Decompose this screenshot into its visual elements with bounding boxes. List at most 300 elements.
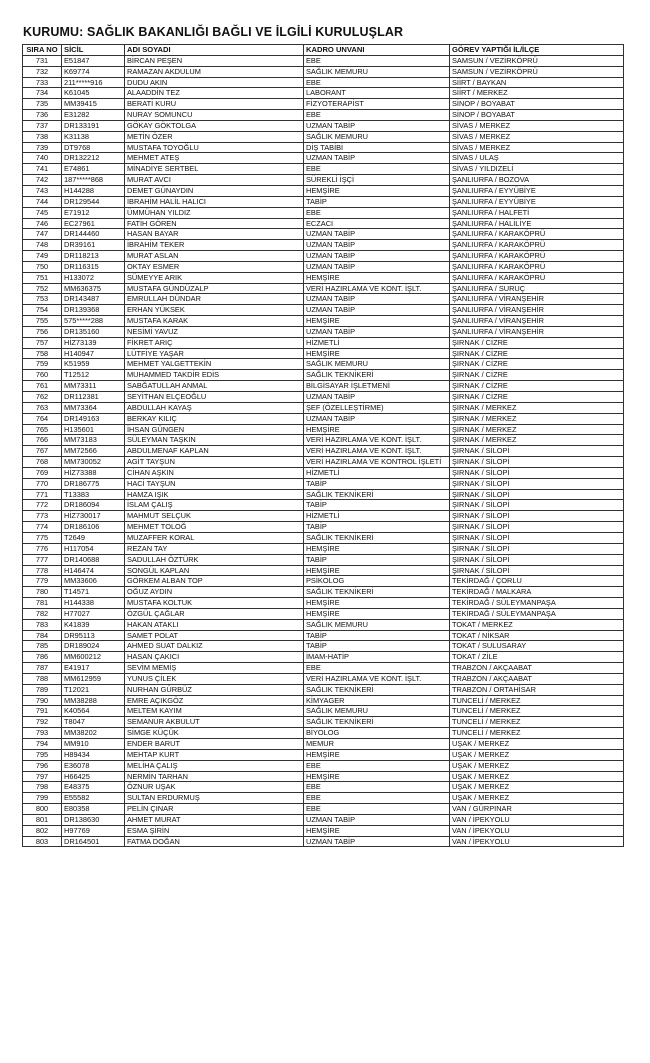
sicil-cell: DR164501 bbox=[62, 836, 125, 847]
sira-no-cell: 795 bbox=[23, 749, 62, 760]
sira-no-cell: 738 bbox=[23, 131, 62, 142]
gorev-yeri-cell: ŞIRNAK / CİZRE bbox=[450, 359, 624, 370]
personnel-table bbox=[22, 44, 624, 847]
kadro-unvani-cell: SAĞLIK MEMURU bbox=[304, 131, 450, 142]
gorev-yeri-cell: ŞANLIURFA / SURUÇ bbox=[450, 283, 624, 294]
sicil-cell: DR149163 bbox=[62, 413, 125, 424]
sira-no-cell: 777 bbox=[23, 554, 62, 565]
gorev-yeri-cell: ŞIRNAK / MERKEZ bbox=[450, 413, 624, 424]
adi-soyadi-cell: HACİ TAYŞUN bbox=[125, 478, 304, 489]
table-row bbox=[23, 175, 624, 186]
sira-no-cell: 786 bbox=[23, 652, 62, 663]
gorev-yeri-cell: UŞAK / MERKEZ bbox=[450, 771, 624, 782]
kadro-unvani-cell: BİYOLOG bbox=[304, 728, 450, 739]
gorev-yeri-cell: SİVAS / MERKEZ bbox=[450, 142, 624, 153]
gorev-yeri-cell: ŞIRNAK / CİZRE bbox=[450, 337, 624, 348]
sicil-cell: DR135160 bbox=[62, 326, 125, 337]
kadro-unvani-cell: HEMŞİRE bbox=[304, 424, 450, 435]
table-header-row bbox=[23, 45, 624, 56]
kadro-unvani-cell: VERİ HAZIRLAMA VE KONTROL İŞLETİ bbox=[304, 457, 450, 468]
adi-soyadi-cell: MURAT ASLAN bbox=[125, 251, 304, 262]
gorev-yeri-cell: TEKİRDAĞ / SÜLEYMANPAŞA bbox=[450, 608, 624, 619]
adi-soyadi-cell: GÖRKEM ALBAN TOP bbox=[125, 576, 304, 587]
kadro-unvani-cell: HEMŞİRE bbox=[304, 749, 450, 760]
table-row bbox=[23, 283, 624, 294]
gorev-yeri-cell: ŞIRNAK / SİLOPİ bbox=[450, 457, 624, 468]
sira-no-cell: 776 bbox=[23, 543, 62, 554]
kadro-unvani-cell: VERİ HAZIRLAMA VE KONT. İŞLT. bbox=[304, 435, 450, 446]
adi-soyadi-cell: SEYİTHAN ELÇEOĞLU bbox=[125, 392, 304, 403]
table-row bbox=[23, 55, 624, 66]
adi-soyadi-cell: ÖZGÜL ÇAĞLAR bbox=[125, 608, 304, 619]
sira-no-cell: 734 bbox=[23, 88, 62, 99]
sira-no-cell: 799 bbox=[23, 793, 62, 804]
gorev-yeri-cell: ŞANLIURFA / VİRANŞEHİR bbox=[450, 326, 624, 337]
kadro-unvani-cell: TABİP bbox=[304, 641, 450, 652]
adi-soyadi-cell: SİMGE KÜÇÜK bbox=[125, 728, 304, 739]
sicil-cell: MM73311 bbox=[62, 381, 125, 392]
sicil-cell: T2649 bbox=[62, 532, 125, 543]
gorev-yeri-cell: ŞANLIURFA / KARAKÖPRÜ bbox=[450, 261, 624, 272]
sicil-cell: DR95113 bbox=[62, 630, 125, 641]
adi-soyadi-cell: AHMED SUAT DALKIZ bbox=[125, 641, 304, 652]
sicil-cell: DR39161 bbox=[62, 240, 125, 251]
table-row bbox=[23, 457, 624, 468]
sicil-cell: 187*****868 bbox=[62, 175, 125, 186]
table-row bbox=[23, 739, 624, 750]
adi-soyadi-cell: İHSAN GÜNGEN bbox=[125, 424, 304, 435]
sicil-cell: K69774 bbox=[62, 66, 125, 77]
kadro-unvani-cell: UZMAN TABİP bbox=[304, 229, 450, 240]
sira-no-cell: 794 bbox=[23, 739, 62, 750]
adi-soyadi-cell: BERATİ KURU bbox=[125, 99, 304, 110]
table-row bbox=[23, 110, 624, 121]
gorev-yeri-cell: SAMSUN / VEZİRKÖPRÜ bbox=[450, 66, 624, 77]
table-row bbox=[23, 99, 624, 110]
sira-no-cell: 754 bbox=[23, 305, 62, 316]
table-row bbox=[23, 608, 624, 619]
table-row bbox=[23, 348, 624, 359]
sira-no-cell: 779 bbox=[23, 576, 62, 587]
adi-soyadi-cell: MELTEM KAYIM bbox=[125, 706, 304, 717]
kadro-unvani-cell: HEMŞİRE bbox=[304, 608, 450, 619]
kadro-unvani-cell: TABİP bbox=[304, 196, 450, 207]
table-row bbox=[23, 793, 624, 804]
sira-no-cell: 791 bbox=[23, 706, 62, 717]
adi-soyadi-cell: EMRE AÇIKGÖZ bbox=[125, 695, 304, 706]
sicil-cell: MM612959 bbox=[62, 673, 125, 684]
kadro-unvani-cell: TABİP bbox=[304, 478, 450, 489]
gorev-yeri-cell: TUNCELİ / MERKEZ bbox=[450, 728, 624, 739]
sira-no-cell: 790 bbox=[23, 695, 62, 706]
table-row bbox=[23, 478, 624, 489]
gorev-yeri-cell: ŞIRNAK / MERKEZ bbox=[450, 424, 624, 435]
table-row bbox=[23, 77, 624, 88]
gorev-yeri-cell: TOKAT / NİKSAR bbox=[450, 630, 624, 641]
gorev-yeri-cell: VAN / İPEKYOLU bbox=[450, 814, 624, 825]
sira-no-cell: 801 bbox=[23, 814, 62, 825]
sira-no-cell: 735 bbox=[23, 99, 62, 110]
sira-no-cell: 733 bbox=[23, 77, 62, 88]
table-row bbox=[23, 760, 624, 771]
sira-no-cell: 789 bbox=[23, 684, 62, 695]
gorev-yeri-cell: ŞIRNAK / SİLOPİ bbox=[450, 446, 624, 457]
adi-soyadi-cell: METİN ÖZER bbox=[125, 131, 304, 142]
table-row bbox=[23, 185, 624, 196]
table-row bbox=[23, 619, 624, 630]
gorev-yeri-cell: TRABZON / AKÇAABAT bbox=[450, 663, 624, 674]
kadro-unvani-cell: UZMAN TABİP bbox=[304, 261, 450, 272]
gorev-yeri-cell: ŞANLIURFA / KARAKÖPRÜ bbox=[450, 251, 624, 262]
adi-soyadi-cell: ÜMMÜHAN YILDIZ bbox=[125, 207, 304, 218]
sicil-cell: DR189024 bbox=[62, 641, 125, 652]
sicil-cell: H97769 bbox=[62, 825, 125, 836]
gorev-yeri-cell: TUNCELİ / MERKEZ bbox=[450, 706, 624, 717]
adi-soyadi-cell: MUSTAFA TOYOĞLU bbox=[125, 142, 304, 153]
sira-no-cell: 755 bbox=[23, 316, 62, 327]
sira-no-cell: 758 bbox=[23, 348, 62, 359]
sira-no-cell: 796 bbox=[23, 760, 62, 771]
table-row bbox=[23, 305, 624, 316]
column-header-sira-no: SIRA NO bbox=[23, 45, 62, 56]
sira-no-cell: 797 bbox=[23, 771, 62, 782]
adi-soyadi-cell: ÖZNUR UŞAK bbox=[125, 782, 304, 793]
adi-soyadi-cell: SEVİM MEMİŞ bbox=[125, 663, 304, 674]
gorev-yeri-cell: TUNCELİ / MERKEZ bbox=[450, 695, 624, 706]
kadro-unvani-cell: HİZMETLİ bbox=[304, 511, 450, 522]
sira-no-cell: 732 bbox=[23, 66, 62, 77]
column-header-sicil: SİCİL bbox=[62, 45, 125, 56]
sicil-cell: H146474 bbox=[62, 565, 125, 576]
sira-no-cell: 741 bbox=[23, 164, 62, 175]
table-row bbox=[23, 489, 624, 500]
document-title: KURUMU: SAĞLIK BAKANLIĞI BAĞLI VE İLGİLİ KURULUŞLAR bbox=[23, 25, 404, 39]
gorev-yeri-cell: TEKİRDAĞ / ÇORLU bbox=[450, 576, 624, 587]
kadro-unvani-cell: MEMUR bbox=[304, 739, 450, 750]
table-row bbox=[23, 120, 624, 131]
sicil-cell: H66425 bbox=[62, 771, 125, 782]
sira-no-cell: 739 bbox=[23, 142, 62, 153]
sira-no-cell: 793 bbox=[23, 728, 62, 739]
kadro-unvani-cell: SAĞLIK TEKNİKERİ bbox=[304, 532, 450, 543]
sira-no-cell: 762 bbox=[23, 392, 62, 403]
table-row bbox=[23, 587, 624, 598]
kadro-unvani-cell: TABİP bbox=[304, 522, 450, 533]
sicil-cell: H144338 bbox=[62, 598, 125, 609]
sira-no-cell: 744 bbox=[23, 196, 62, 207]
sira-no-cell: 756 bbox=[23, 326, 62, 337]
adi-soyadi-cell: AHMET MURAT bbox=[125, 814, 304, 825]
table-row bbox=[23, 196, 624, 207]
sicil-cell: MM600212 bbox=[62, 652, 125, 663]
sira-no-cell: 775 bbox=[23, 532, 62, 543]
sicil-cell: E48375 bbox=[62, 782, 125, 793]
gorev-yeri-cell: UŞAK / MERKEZ bbox=[450, 760, 624, 771]
kadro-unvani-cell: FİZYOTERAPİST bbox=[304, 99, 450, 110]
adi-soyadi-cell: EMRULLAH DÜNDAR bbox=[125, 294, 304, 305]
sira-no-cell: 759 bbox=[23, 359, 62, 370]
sira-no-cell: 752 bbox=[23, 283, 62, 294]
sicil-cell: H140947 bbox=[62, 348, 125, 359]
table-row bbox=[23, 359, 624, 370]
kadro-unvani-cell: TABİP bbox=[304, 554, 450, 565]
sicil-cell: T14571 bbox=[62, 587, 125, 598]
sira-no-cell: 780 bbox=[23, 587, 62, 598]
adi-soyadi-cell: SABĞATULLAH ANMAL bbox=[125, 381, 304, 392]
table-row bbox=[23, 804, 624, 815]
gorev-yeri-cell: TOKAT / MERKEZ bbox=[450, 619, 624, 630]
gorev-yeri-cell: ŞANLIURFA / VİRANŞEHİR bbox=[450, 316, 624, 327]
adi-soyadi-cell: SEMANUR AKBULUT bbox=[125, 717, 304, 728]
sicil-cell: DR112381 bbox=[62, 392, 125, 403]
sicil-cell: DR139368 bbox=[62, 305, 125, 316]
sicil-cell: DR132212 bbox=[62, 153, 125, 164]
table-row bbox=[23, 663, 624, 674]
kadro-unvani-cell: UZMAN TABİP bbox=[304, 240, 450, 251]
adi-soyadi-cell: MUSTAFA KOLTUK bbox=[125, 598, 304, 609]
table-row bbox=[23, 749, 624, 760]
sira-no-cell: 751 bbox=[23, 272, 62, 283]
sira-no-cell: 747 bbox=[23, 229, 62, 240]
adi-soyadi-cell: HAMZA IŞIK bbox=[125, 489, 304, 500]
sira-no-cell: 802 bbox=[23, 825, 62, 836]
table-row bbox=[23, 717, 624, 728]
sicil-cell: E55582 bbox=[62, 793, 125, 804]
sira-no-cell: 736 bbox=[23, 110, 62, 121]
sira-no-cell: 772 bbox=[23, 500, 62, 511]
table-row bbox=[23, 652, 624, 663]
adi-soyadi-cell: BİRCAN PEŞEN bbox=[125, 55, 304, 66]
adi-soyadi-cell: İBRAHİM TEKER bbox=[125, 240, 304, 251]
sira-no-cell: 782 bbox=[23, 608, 62, 619]
sicil-cell: DR140688 bbox=[62, 554, 125, 565]
sicil-cell: MM73364 bbox=[62, 402, 125, 413]
adi-soyadi-cell: MEHMET ATEŞ bbox=[125, 153, 304, 164]
table-row bbox=[23, 446, 624, 457]
sira-no-cell: 763 bbox=[23, 402, 62, 413]
sicil-cell: 211*****916 bbox=[62, 77, 125, 88]
gorev-yeri-cell: UŞAK / MERKEZ bbox=[450, 782, 624, 793]
sira-no-cell: 770 bbox=[23, 478, 62, 489]
adi-soyadi-cell: SONGÜL KAPLAN bbox=[125, 565, 304, 576]
adi-soyadi-cell: MAHMUT SELÇUK bbox=[125, 511, 304, 522]
adi-soyadi-cell: HASAN ÇAKICI bbox=[125, 652, 304, 663]
sira-no-cell: 767 bbox=[23, 446, 62, 457]
adi-soyadi-cell: FATİH GÖREN bbox=[125, 218, 304, 229]
kadro-unvani-cell: ŞEF (ÖZELLEŞTİRME) bbox=[304, 402, 450, 413]
adi-soyadi-cell: NURHAN GÜRBÜZ bbox=[125, 684, 304, 695]
kadro-unvani-cell: EBE bbox=[304, 793, 450, 804]
adi-soyadi-cell: PELİN ÇINAR bbox=[125, 804, 304, 815]
table-row bbox=[23, 598, 624, 609]
table-row bbox=[23, 576, 624, 587]
gorev-yeri-cell: UŞAK / MERKEZ bbox=[450, 749, 624, 760]
kadro-unvani-cell: UZMAN TABİP bbox=[304, 326, 450, 337]
kadro-unvani-cell: EBE bbox=[304, 760, 450, 771]
column-header-kadro-unvani: KADRO UNVANI bbox=[304, 45, 450, 56]
kadro-unvani-cell: HEMŞİRE bbox=[304, 185, 450, 196]
table-row bbox=[23, 337, 624, 348]
sira-no-cell: 781 bbox=[23, 598, 62, 609]
sicil-cell: MM33606 bbox=[62, 576, 125, 587]
kadro-unvani-cell: HİZMETLİ bbox=[304, 467, 450, 478]
gorev-yeri-cell: ŞANLIURFA / VİRANŞEHİR bbox=[450, 305, 624, 316]
table-row bbox=[23, 825, 624, 836]
adi-soyadi-cell: NERMİN TARHAN bbox=[125, 771, 304, 782]
gorev-yeri-cell: ŞIRNAK / SİLOPİ bbox=[450, 500, 624, 511]
adi-soyadi-cell: ESMA ŞİRİN bbox=[125, 825, 304, 836]
column-header-gorev-yeri: GÖREV YAPTIĞI İL/İLÇE bbox=[450, 45, 624, 56]
sicil-cell: E80358 bbox=[62, 804, 125, 815]
kadro-unvani-cell: HEMŞİRE bbox=[304, 543, 450, 554]
sira-no-cell: 737 bbox=[23, 120, 62, 131]
adi-soyadi-cell: NURAY SOMUNCU bbox=[125, 110, 304, 121]
kadro-unvani-cell: KİMYAGER bbox=[304, 695, 450, 706]
adi-soyadi-cell: HAKAN ATAKLI bbox=[125, 619, 304, 630]
kadro-unvani-cell: HEMŞİRE bbox=[304, 598, 450, 609]
kadro-unvani-cell: HEMŞİRE bbox=[304, 565, 450, 576]
adi-soyadi-cell: HASAN BAYAR bbox=[125, 229, 304, 240]
gorev-yeri-cell: ŞANLIURFA / EYYÜBİYE bbox=[450, 185, 624, 196]
sicil-cell: H144288 bbox=[62, 185, 125, 196]
gorev-yeri-cell: UŞAK / MERKEZ bbox=[450, 793, 624, 804]
sira-no-cell: 740 bbox=[23, 153, 62, 164]
gorev-yeri-cell: ŞIRNAK / SİLOPİ bbox=[450, 489, 624, 500]
adi-soyadi-cell: SAMET POLAT bbox=[125, 630, 304, 641]
gorev-yeri-cell: ŞANLIURFA / KARAKÖPRÜ bbox=[450, 272, 624, 283]
gorev-yeri-cell: ŞIRNAK / SİLOPİ bbox=[450, 565, 624, 576]
gorev-yeri-cell: VAN / İPEKYOLU bbox=[450, 836, 624, 847]
gorev-yeri-cell: SİNOP / BOYABAT bbox=[450, 99, 624, 110]
gorev-yeri-cell: ŞIRNAK / SİLOPİ bbox=[450, 543, 624, 554]
adi-soyadi-cell: DEMET GÜNAYDIN bbox=[125, 185, 304, 196]
gorev-yeri-cell: ŞIRNAK / CİZRE bbox=[450, 370, 624, 381]
adi-soyadi-cell: SÜMEYYE ARIK bbox=[125, 272, 304, 283]
sicil-cell: MM38202 bbox=[62, 728, 125, 739]
sira-no-cell: 750 bbox=[23, 261, 62, 272]
table-row bbox=[23, 261, 624, 272]
sicil-cell: E71912 bbox=[62, 207, 125, 218]
sicil-cell: DR138630 bbox=[62, 814, 125, 825]
gorev-yeri-cell: ŞIRNAK / SİLOPİ bbox=[450, 554, 624, 565]
kadro-unvani-cell: SAĞLIK TEKNİKERİ bbox=[304, 587, 450, 598]
sira-no-cell: 783 bbox=[23, 619, 62, 630]
table-row bbox=[23, 782, 624, 793]
sicil-cell: E31282 bbox=[62, 110, 125, 121]
sira-no-cell: 760 bbox=[23, 370, 62, 381]
gorev-yeri-cell: TRABZON / AKÇAABAT bbox=[450, 673, 624, 684]
kadro-unvani-cell: VERİ HAZIRLAMA VE KONT. İŞLT. bbox=[304, 446, 450, 457]
kadro-unvani-cell: HEMŞİRE bbox=[304, 825, 450, 836]
sicil-cell: K51959 bbox=[62, 359, 125, 370]
kadro-unvani-cell: EBE bbox=[304, 55, 450, 66]
sicil-cell: K41839 bbox=[62, 619, 125, 630]
sira-no-cell: 792 bbox=[23, 717, 62, 728]
gorev-yeri-cell: TRABZON / ORTAHİSAR bbox=[450, 684, 624, 695]
adi-soyadi-cell: NESİMİ YAVUZ bbox=[125, 326, 304, 337]
table-row bbox=[23, 413, 624, 424]
sicil-cell: E74861 bbox=[62, 164, 125, 175]
sira-no-cell: 788 bbox=[23, 673, 62, 684]
gorev-yeri-cell: ŞANLIURFA / HALİLİYE bbox=[450, 218, 624, 229]
sicil-cell: K40564 bbox=[62, 706, 125, 717]
gorev-yeri-cell: ŞIRNAK / CİZRE bbox=[450, 381, 624, 392]
adi-soyadi-cell: OKTAY ESMER bbox=[125, 261, 304, 272]
kadro-unvani-cell: UZMAN TABİP bbox=[304, 120, 450, 131]
sicil-cell: K61045 bbox=[62, 88, 125, 99]
sira-no-cell: 743 bbox=[23, 185, 62, 196]
adi-soyadi-cell: AGİT TAYŞUN bbox=[125, 457, 304, 468]
kadro-unvani-cell: UZMAN TABİP bbox=[304, 153, 450, 164]
adi-soyadi-cell: ABDULMENAF KAPLAN bbox=[125, 446, 304, 457]
table-row bbox=[23, 66, 624, 77]
gorev-yeri-cell: VAN / İPEKYOLU bbox=[450, 825, 624, 836]
sicil-cell: H89434 bbox=[62, 749, 125, 760]
adi-soyadi-cell: MEHMET YALGETTEKİN bbox=[125, 359, 304, 370]
adi-soyadi-cell: MEHMET TOLOĞ bbox=[125, 522, 304, 533]
adi-soyadi-cell: İSLAM ÇALIŞ bbox=[125, 500, 304, 511]
gorev-yeri-cell: SİVAS / MERKEZ bbox=[450, 120, 624, 131]
adi-soyadi-cell: MUZAFFER KORAL bbox=[125, 532, 304, 543]
table-row bbox=[23, 251, 624, 262]
sicil-cell: HİZ73139 bbox=[62, 337, 125, 348]
gorev-yeri-cell: ŞIRNAK / SİLOPİ bbox=[450, 522, 624, 533]
gorev-yeri-cell: TEKİRDAĞ / SÜLEYMANPAŞA bbox=[450, 598, 624, 609]
kadro-unvani-cell: UZMAN TABİP bbox=[304, 251, 450, 262]
sicil-cell: DR133191 bbox=[62, 120, 125, 131]
sicil-cell: DR144460 bbox=[62, 229, 125, 240]
table-row bbox=[23, 272, 624, 283]
sira-no-cell: 753 bbox=[23, 294, 62, 305]
gorev-yeri-cell: ŞANLIURFA / VİRANŞEHİR bbox=[450, 294, 624, 305]
sicil-cell: HİZ730017 bbox=[62, 511, 125, 522]
kadro-unvani-cell: SAĞLIK TEKNİKERİ bbox=[304, 684, 450, 695]
gorev-yeri-cell: SİİRT / MERKEZ bbox=[450, 88, 624, 99]
kadro-unvani-cell: EBE bbox=[304, 207, 450, 218]
sicil-cell: EC27961 bbox=[62, 218, 125, 229]
sira-no-cell: 800 bbox=[23, 804, 62, 815]
gorev-yeri-cell: ŞANLIURFA / KARAKÖPRÜ bbox=[450, 240, 624, 251]
adi-soyadi-cell: REZAN TAY bbox=[125, 543, 304, 554]
sira-no-cell: 787 bbox=[23, 663, 62, 674]
sicil-cell: MM38288 bbox=[62, 695, 125, 706]
adi-soyadi-cell: YUNUS ÇİLEK bbox=[125, 673, 304, 684]
table-row bbox=[23, 153, 624, 164]
sicil-cell: DR186775 bbox=[62, 478, 125, 489]
kadro-unvani-cell: EBE bbox=[304, 663, 450, 674]
kadro-unvani-cell: SAĞLIK MEMURU bbox=[304, 359, 450, 370]
adi-soyadi-cell: MEHTAP KURT bbox=[125, 749, 304, 760]
sicil-cell: K31138 bbox=[62, 131, 125, 142]
column-header-adi-soyadi: ADI SOYADI bbox=[125, 45, 304, 56]
gorev-yeri-cell: UŞAK / MERKEZ bbox=[450, 739, 624, 750]
gorev-yeri-cell: SİNOP / BOYABAT bbox=[450, 110, 624, 121]
sira-no-cell: 764 bbox=[23, 413, 62, 424]
table-row bbox=[23, 695, 624, 706]
table-row bbox=[23, 381, 624, 392]
sicil-cell: DT9768 bbox=[62, 142, 125, 153]
gorev-yeri-cell: SİVAS / ULAŞ bbox=[450, 153, 624, 164]
kadro-unvani-cell: HİZMETLİ bbox=[304, 337, 450, 348]
table-row bbox=[23, 316, 624, 327]
kadro-unvani-cell: HEMŞİRE bbox=[304, 316, 450, 327]
table-row bbox=[23, 88, 624, 99]
kadro-unvani-cell: SAĞLIK TEKNİKERİ bbox=[304, 717, 450, 728]
kadro-unvani-cell: EBE bbox=[304, 164, 450, 175]
kadro-unvani-cell: SAĞLIK MEMURU bbox=[304, 66, 450, 77]
kadro-unvani-cell: UZMAN TABİP bbox=[304, 836, 450, 847]
sicil-cell: H135601 bbox=[62, 424, 125, 435]
